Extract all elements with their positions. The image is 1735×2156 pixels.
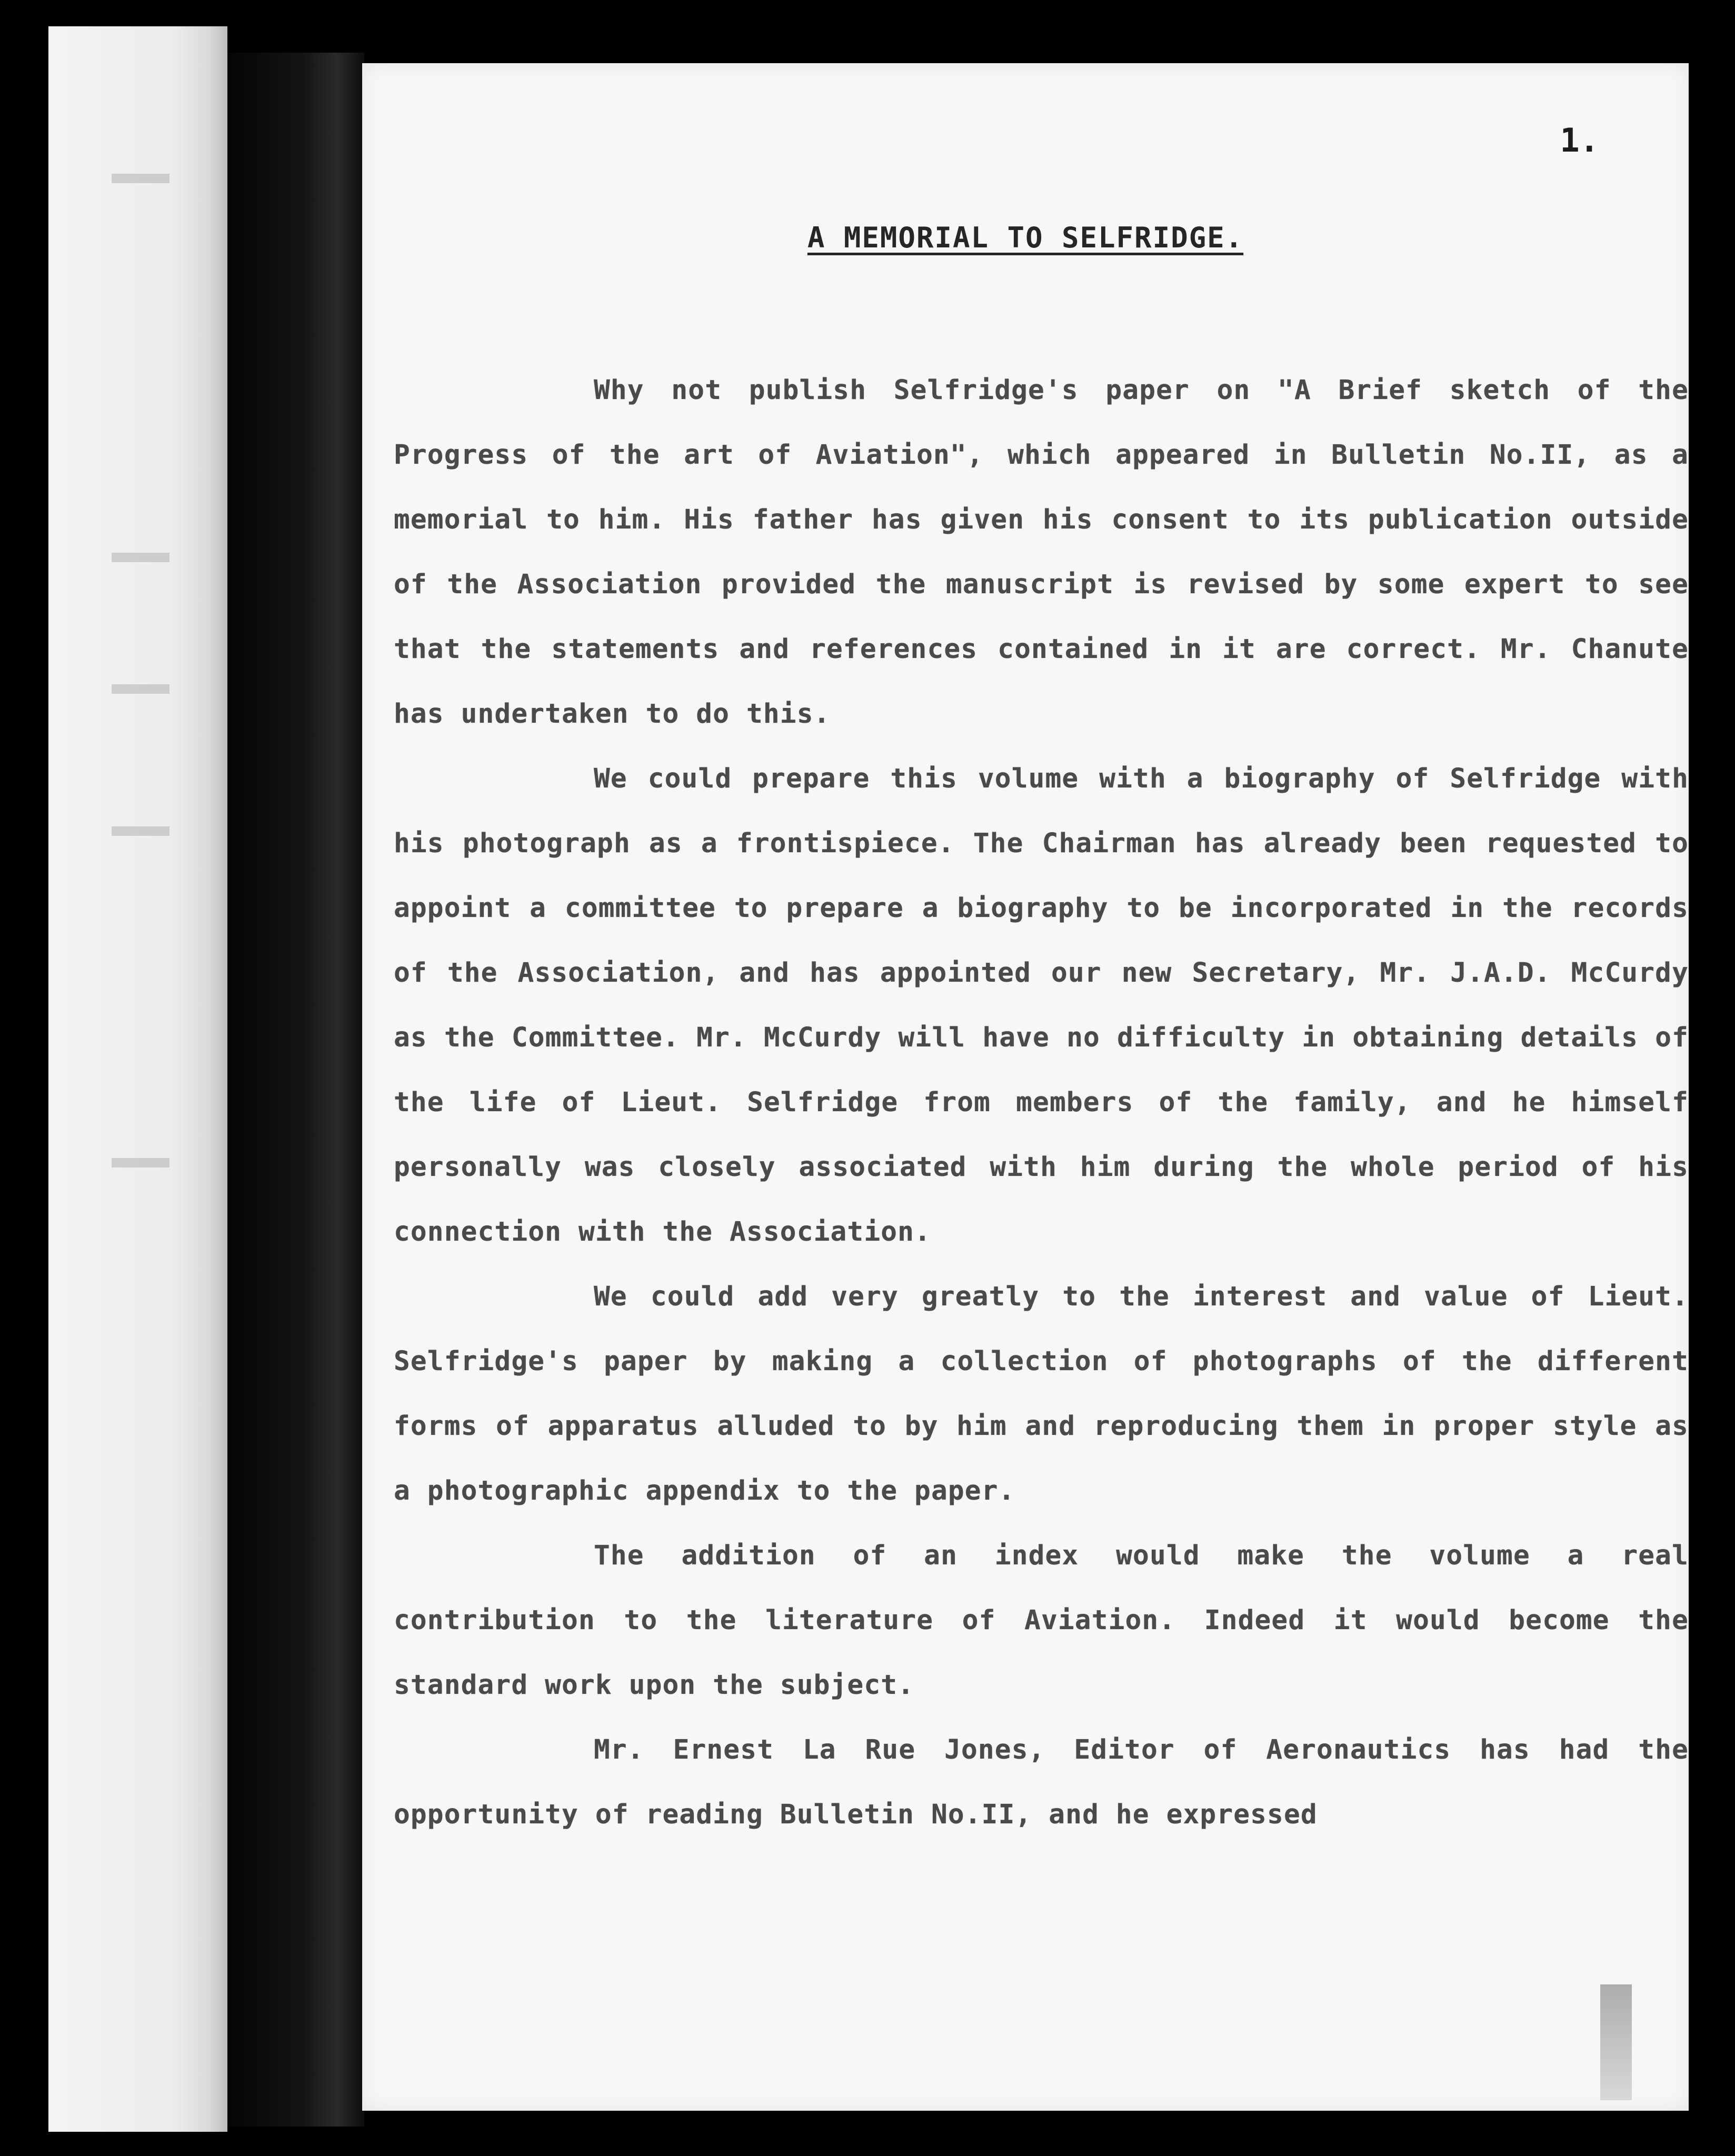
paragraph: The addition of an index would make the volume a real contribution to the literature of Aviation. Indeed it would become the standard work upon the subject. bbox=[394, 1540, 1689, 1701]
paragraph: Why not publish Selfridge's paper on "A Brief sketch of the Progress of the art of Aviation", which appeared in Bulletin No.II, as a memorial to him. His father has given his consent to its publication outside of the Association provided the manuscript is revised by some expert to see that the statements and references contained in it are correct. Mr. Chanute has undertaken to do this. bbox=[394, 375, 1689, 730]
paragraph: We could add very greatly to the interest and value of Lieut. Selfridge's paper by making a collection of photographs of the different forms of apparatus alluded to by him and reproducing them in proper style as a photographic appendix to the paper. bbox=[394, 1281, 1689, 1506]
body-text bbox=[394, 358, 1689, 1847]
scan-edge-artifact bbox=[1600, 1984, 1632, 2100]
bleed-mark bbox=[112, 1158, 169, 1167]
paragraph: We could prepare this volume with a biography of Selfridge with his photograph as a frontispiece. The Chairman has already been requested to appoint a committee to prepare a biography to be incorporated in the records of the Association, and has appointed our new Secretary, Mr. J.A.D. McCurdy as the Committee. Mr. McCurdy will have no difficulty in obtaining details of the life of Lieut. Selfridge from members of the family, and he himself personally was closely associated with him during the whole period of his connection with the Association. bbox=[394, 763, 1689, 1247]
bleed-mark bbox=[112, 826, 169, 836]
typed-page bbox=[362, 63, 1689, 2111]
bleed-mark bbox=[112, 174, 169, 183]
bleed-mark bbox=[112, 553, 169, 562]
book-gutter-shadow bbox=[227, 53, 364, 2127]
page-number: 1. bbox=[1560, 121, 1599, 159]
paragraph: Mr. Ernest La Rue Jones, Editor of Aeronautics has had the opportunity of reading Bulletin No.II, and he expressed bbox=[394, 1734, 1689, 1830]
bleed-mark bbox=[112, 684, 169, 694]
adjacent-page-edge bbox=[48, 26, 227, 2132]
document-title: A MEMORIAL TO SELFRIDGE. bbox=[807, 221, 1244, 254]
